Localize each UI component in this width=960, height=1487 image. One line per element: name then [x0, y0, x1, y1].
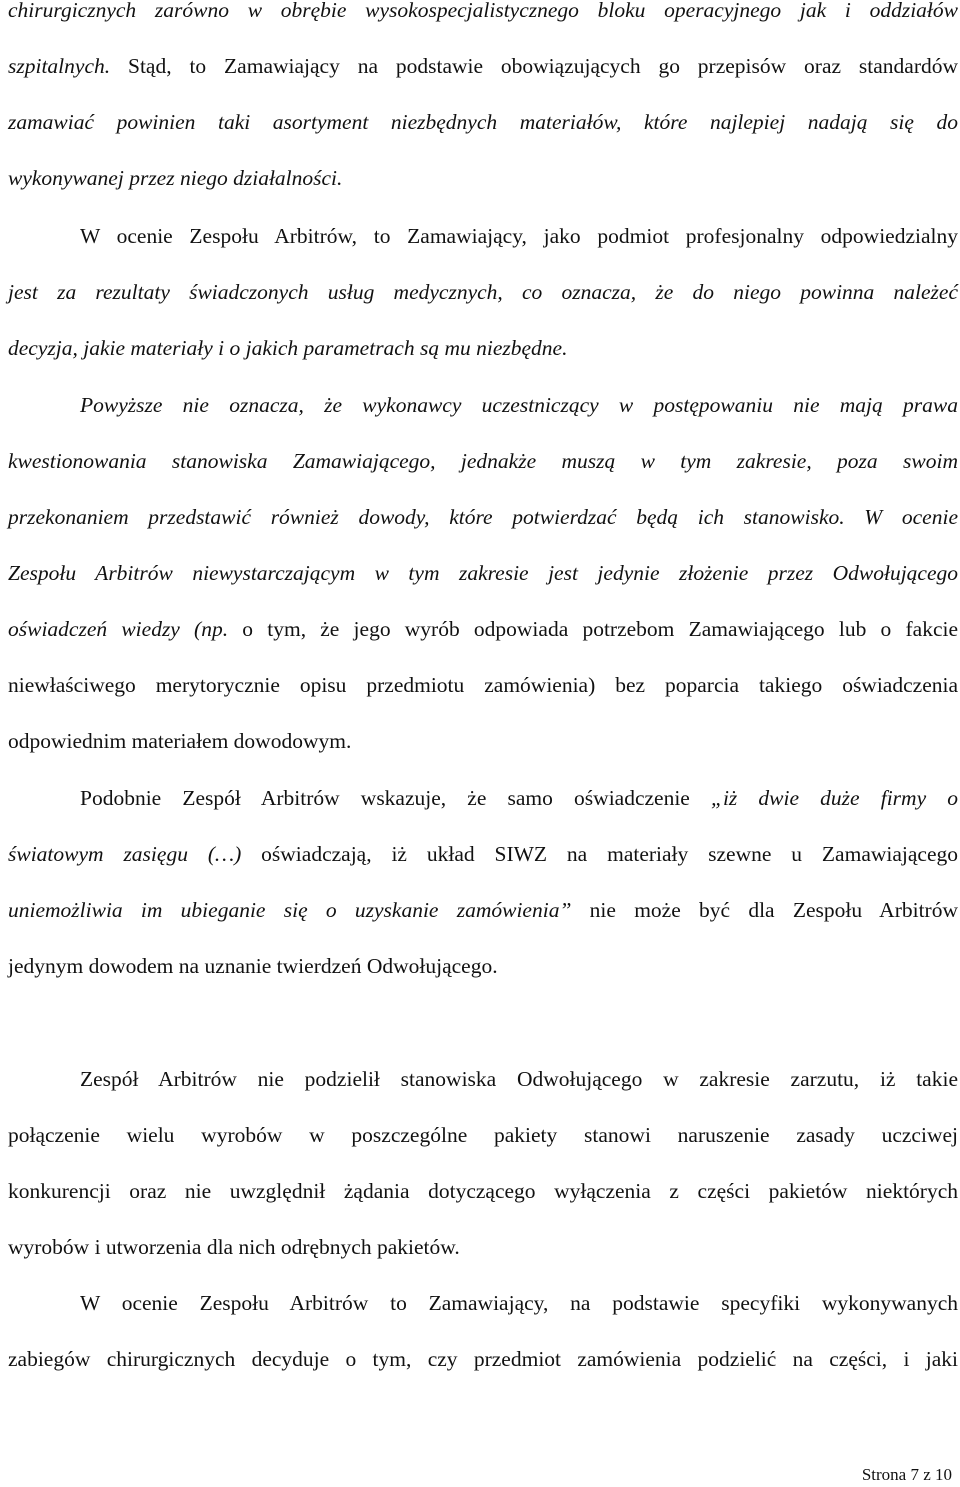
- text-span: o tym, że jego wyrób odpowiada potrzebom Zamawiającego lub o fakcie: [242, 617, 958, 641]
- text-line: decyzja, jakie materiały i o jakich parametrach są mu niezbędne.: [8, 336, 568, 360]
- text-line: przekonaniem przedstawić również dowody, które potwierdzać będą ich stanowisko. W ocenie: [8, 505, 958, 529]
- text-line: [8, 896, 958, 924]
- text-line: odpowiednim materiałem dowodowym.: [8, 729, 352, 753]
- text-line: [8, 840, 958, 868]
- text-line: Powyższe nie oznacza, że wykonawcy uczestniczący w postępowaniu nie mają prawa: [80, 393, 958, 417]
- text-line: zabiegów chirurgicznych decyduje o tym, czy przedmiot zamówienia podzielić na części, i jaki: [8, 1347, 958, 1371]
- page-number: Strona 7 z 10: [861, 1465, 952, 1484]
- text-line: jest za rezultaty świadczonych usług medycznych, co oznacza, że do niego powinna należeć: [8, 280, 958, 304]
- text-line: połączenie wielu wyrobów w poszczególne pakiety stanowi naruszenie zasady uczciwej: [8, 1123, 958, 1147]
- text-line: [8, 52, 958, 80]
- text-line: Zespół Arbitrów nie podzielił stanowiska Odwołującego w zakresie zarzutu, iż takie: [80, 1067, 958, 1091]
- text-span: Stąd, to Zamawiający na podstawie obowiązujących go przepisów oraz standardów: [128, 54, 959, 78]
- text-line: wyrobów i utworzenia dla nich odrębnych pakietów.: [8, 1235, 460, 1259]
- text-line: Zespołu Arbitrów niewystarczającym w tym zakresie jest jedynie złożenie przez Odwołującego: [8, 561, 958, 585]
- text-line: [80, 784, 958, 812]
- text-span: oświadczeń wiedzy (np.: [8, 617, 229, 641]
- text-line: jedynym dowodem na uznanie twierdzeń Odwołującego.: [8, 954, 498, 978]
- text-line: kwestionowania stanowiska Zamawiającego, jednakże muszą w tym zakresie, poza swoim: [8, 449, 958, 473]
- text-span: nie może być dla Zespołu Arbitrów: [589, 898, 958, 922]
- text-span: szpitalnych.: [8, 54, 111, 78]
- text-span: oświadczają, iż układ SIWZ na materiały szewne u Zamawiającego: [261, 842, 959, 866]
- text-span: Podobnie Zespół Arbitrów wskazuje, że samo oświadczenie: [80, 786, 690, 810]
- text-span: „iż dwie duże firmy o: [711, 786, 959, 810]
- text-line: niewłaściwego merytorycznie opisu przedmiotu zamówienia) bez poparcia takiego oświadczenia: [8, 673, 958, 697]
- text-line: chirurgicznych zarówno w obrębie wysokospecjalistycznego bloku operacyjnego jak i oddziałów: [8, 0, 958, 22]
- text-line: W ocenie Zespołu Arbitrów, to Zamawiający, jako podmiot profesjonalny odpowiedzialny: [80, 224, 958, 248]
- text-line: konkurencji oraz nie uwzględnił żądania dotyczącego wyłączenia z części pakietów niektórych: [8, 1179, 958, 1203]
- text-line: [8, 615, 958, 643]
- text-line: wykonywanej przez niego działalności.: [8, 166, 343, 190]
- text-line: W ocenie Zespołu Arbitrów to Zamawiający, na podstawie specyfiki wykonywanych: [80, 1291, 958, 1315]
- text-span: uniemożliwia im ubieganie się o uzyskanie zamówienia”: [8, 898, 572, 922]
- text-span: światowym zasięgu (…): [8, 842, 242, 866]
- text-line: zamawiać powinien taki asortyment niezbędnych materiałów, które najlepiej nadają się do: [8, 110, 958, 134]
